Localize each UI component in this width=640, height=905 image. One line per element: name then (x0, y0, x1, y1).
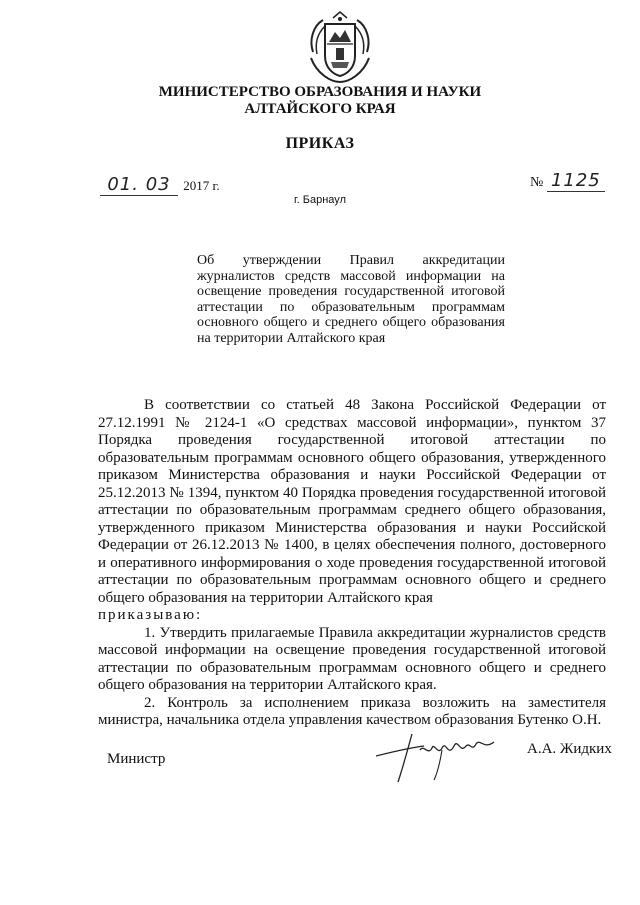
order-date (100, 174, 220, 196)
order-subject: Об утверждении Правил аккредитации журналистов средств массовой информации на освещение проведения государственной итоговой аттестации по образовательным программам основного общего и среднего общего образования на территории Алтайского края (197, 253, 505, 346)
coat-of-arms-emblem (303, 10, 377, 86)
handwritten-signature (372, 728, 498, 786)
order-item-2: 2. Контроль за исполнением приказа возложить на заместителя министра, начальника отдела управления качеством образования Бутенко О.Н. (98, 694, 606, 728)
orders-word: приказываю: (98, 607, 203, 623)
signatory-role: Министр (107, 751, 166, 767)
ministry-name-line2: АЛТАЙСКОГО КРАЯ (244, 101, 396, 117)
signatory-name: А.А. Жидких (527, 741, 612, 757)
order-number (530, 170, 605, 192)
order-item-1: 1. Утвердить прилагаемые Правила аккредитации журналистов средств массовой информации на освещение проведения государственной итоговой аттестации по образовательным программам основного общего и среднего общего образования на территории Алтайского края. (98, 624, 606, 693)
number-sign: № (530, 175, 544, 190)
date-year: 2017 г. (183, 178, 220, 193)
handwritten-date: 01. 03 (100, 174, 178, 196)
preamble-paragraph: В соответствии со статьей 48 Закона Российской Федерации от 27.12.1991 № 2124-1 «О средствах массовой информации», пунктом 37 Порядка проведения государственной итоговой аттестации по образовательным программам основного общего образования, утвержденного приказом Министерства образования и науки Российской Федерации от 25.12.2013 № 1394, пунктом 40 Порядка проведения государственной итоговой аттестации по образовательным программам среднего общего образования, утвержденного приказом Министерства образования и науки Российской Федерации от 26.12.2013 № 1400, в целях обеспечения полного, достоверного и оперативного информирования о ходе проведения государственной итоговой аттестации по образовательным программам основного общего и среднего общего образования на территории Алтайского края (98, 397, 606, 606)
document-type-title: ПРИКАЗ (285, 135, 355, 152)
handwritten-number: 1125 (547, 170, 605, 192)
ministry-name-line1: МИНИСТЕРСТВО ОБРАЗОВАНИЯ И НАУКИ (158, 84, 482, 100)
order-body (98, 397, 606, 730)
city-label: г. Барнаул (294, 194, 346, 206)
